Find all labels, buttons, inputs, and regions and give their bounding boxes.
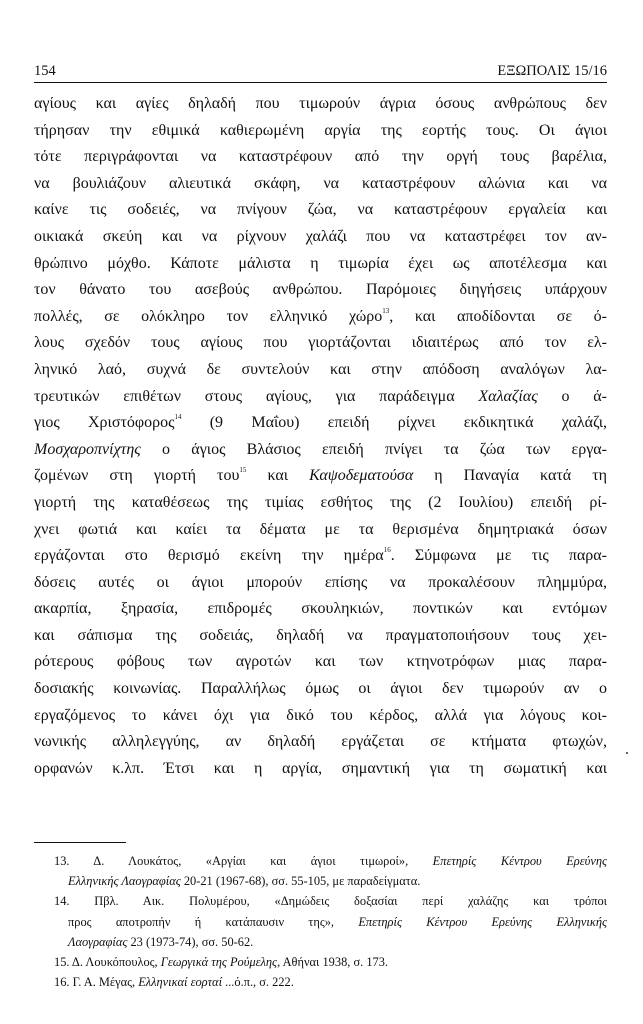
body-text (34, 91, 607, 782)
body-line (34, 171, 607, 198)
text-run: εργάζονται στο θερισμό εκείνη την ημέρα (34, 547, 384, 565)
italic-term: Χαλαζίας (478, 387, 538, 405)
text-run: ληνικό λαό, συχνά δε συντελούν και στην απόδοση αναλόγων λα- (34, 360, 607, 378)
text-run: ο άγιος Βλάσιος επειδή πνίγει τα ζώα των εργα- (140, 440, 607, 458)
body-line (34, 277, 607, 304)
text-run: , και αποδίδονται σε ό- (389, 307, 607, 325)
text-run: καίνε τις σοδειές, να πνίγουν ζώα, να καταστρέφουν εργαλεία και (34, 201, 607, 219)
footnote-14-line-2: προς αποτροπήν ή κατάπαυσιν της», Επετηρίς Κέντρου Ερεύνης Ελληνικής (68, 914, 607, 929)
footnote-ref: 14 (174, 413, 182, 422)
text-run: λους σχεδόν τους αγίους που γιορτάζονται ιδιαιτέρως από τον ελ- (34, 334, 607, 352)
body-line (34, 330, 607, 357)
body-line (34, 91, 607, 118)
page-number: 154 (34, 63, 56, 79)
body-line (34, 756, 607, 783)
stray-mark (626, 752, 628, 754)
footnote-14-line-3: Λαογραφίας 23 (1973-74), σσ. 50-62. (68, 934, 254, 949)
body-line (34, 543, 607, 570)
text-run: ο ά- (537, 387, 607, 405)
text-run: τήρησαν την εθιμικά καθιερωμένη αργία της εορτής τους. Οι άγιοι (34, 121, 607, 139)
text-run: πολλές, σε ολόκληρο τον ελληνικό χώρο (34, 307, 383, 325)
body-line (34, 729, 607, 756)
body-line (34, 703, 607, 730)
text-run: ζομένων στη γιορτή του (34, 467, 240, 485)
footnotes (34, 851, 607, 992)
text-run: ακαρπία, ξηρασία, επιδρομές σκουληκιών, ποντικών και εντόμων (34, 600, 607, 618)
footnote-ref: 16 (383, 546, 391, 555)
body-line (34, 437, 607, 464)
italic-term: Μοσχαροπνίχτης (34, 440, 141, 458)
body-line (34, 623, 607, 650)
footnote-ref: 15 (239, 466, 247, 475)
body-line (34, 224, 607, 251)
text-run: . Σύμφωνα με τις παρα- (390, 547, 607, 565)
text-run: και σάπισμα της σοδειάς, δηλαδή να πραγματοποιήσουν τους χει- (34, 626, 607, 644)
body-line (34, 118, 607, 145)
footnote-13-line-1: 13. Δ. Λουκάτος, «Αργίαι και άγιοι τιμωροί», Επετηρίς Κέντρου Ερεύνης (54, 854, 607, 868)
journal-title: ΕΞΩΠΟΛΙΣ 15/16 (497, 63, 607, 79)
text-run: τότε περιγράφονται να καταστρέφουν από την οργή τους βαρέλια, (34, 148, 607, 166)
body-line (34, 357, 607, 384)
body-line (34, 304, 607, 331)
footnote-13-line-2: Ελληνικής Λαογραφίας 20-21 (1967-68), σσ. 55-105, με παραδείγματα. (68, 874, 421, 889)
text-run: και (246, 467, 310, 485)
body-line (34, 410, 607, 437)
footnote-16: 16. Γ. Α. Μέγας, Ελληνικαί εορταί ...ό.π., σ. 222. (54, 975, 294, 990)
text-run: τρευτικών επιθέτων στους αγίους, για παράδειγμα (34, 387, 479, 405)
text-run: να βουλιάζουν αλιευτικά σκάφη, να καταστρέφουν αλώνια και να (34, 174, 607, 192)
body-line (34, 197, 607, 224)
text-run: νωνικής αλληλεγγύης, αν δηλαδή εργάζεται σε κτήματα φτωχών, (34, 733, 607, 751)
body-line (34, 517, 607, 544)
body-line (34, 251, 607, 278)
text-run: χνει φωτιά και καίει τα δέματα με τα θερισμένα δημητριακά όσων (34, 520, 607, 538)
text-run: γιορτή της καταθέσεως της τιμίας εσθήτος της (2 Ιουλίου) επειδή ρί- (34, 493, 607, 511)
text-run: εργαζόμενος το κάνει όχι για δικό του κέρδος, αλλά για λόγους κοι- (34, 706, 607, 724)
body-line (34, 144, 607, 171)
body-line (34, 490, 607, 517)
text-run: τον θάνατο του ασεβούς ανθρώπου. Παρόμοιες διηγήσεις υπάρχουν (34, 281, 607, 299)
header-rule (34, 82, 607, 83)
text-run: δόσεις αυτές οι άγιοι μπορούν επίσης να προκαλέσουν πλημμύρα, (34, 573, 607, 591)
body-line (34, 596, 607, 623)
text-run: αγίους και αγίες δηλαδή που τιμωρούν άγρια όσους ανθρώπους δεν (34, 95, 607, 112)
body-line (34, 649, 607, 676)
text-run: γιος Χριστόφορος (34, 414, 175, 432)
text-run: (9 Μαΐου) επειδή ρίχνει εκδικητικά χαλάζι, (181, 414, 607, 432)
body-line (34, 570, 607, 597)
body-line (34, 676, 607, 703)
footnote-rule (34, 842, 126, 843)
footnote-14-line-1: 14. Πβλ. Αικ. Πολυμέρου, «Δημώδεις δοξασίαι περί χαλάζης και τρόποι (54, 894, 607, 909)
text-run: θρώπινο μόχθο. Κάποτε μάλιστα η τιμωρία έχει ως αποτέλεσμα και (34, 254, 607, 272)
running-header (34, 62, 607, 80)
text-run: δοσιακής κοινωνίας. Παραλλήλως όμως οι άγιοι δεν τιμωρούν αν ο (34, 680, 607, 698)
text-run: η Παναγία κατά τη (413, 467, 607, 485)
body-line (34, 384, 607, 411)
body-line (34, 463, 607, 490)
footnote-15: 15. Δ. Λουκόπουλος, Γεωργικά της Ρούμελης, Αθήναι 1938, σ. 173. (54, 954, 389, 969)
italic-term: Καψοδεματούσα (309, 467, 414, 485)
text-run: ορφανών κ.λπ. Έτσι και η αργία, σημαντική για τη σωματική και (34, 759, 607, 777)
text-run: ρότερους φόβους των αγροτών και των κτηνοτρόφων μιας παρα- (34, 653, 607, 671)
footnote-ref: 13 (382, 306, 390, 315)
text-run: οικιακά σκεύη και να ρίχνουν χαλάζι που να καταστρέφει τον αν- (34, 227, 607, 245)
